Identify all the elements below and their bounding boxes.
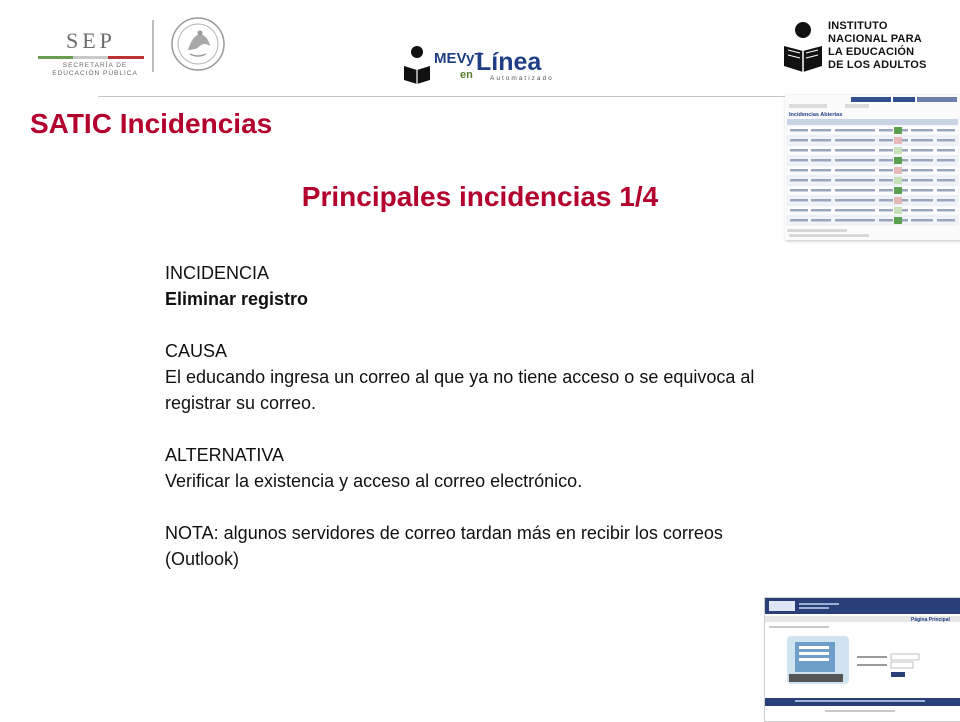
thumb-table-cell <box>937 199 955 202</box>
thumb-table-cell <box>790 189 808 192</box>
thumb-table-cell <box>937 169 955 172</box>
thumb-table-heading: Incidencias Abiertas <box>789 112 843 118</box>
section-title: SATIC Incidencias <box>30 108 273 139</box>
inea-line-4: DE LOS ADULTOS <box>828 59 927 71</box>
thumb-table-cell <box>790 219 808 222</box>
nota-text: NOTA: algunos servidores de correo tardan más en recibir los correos (Outlook) <box>165 523 723 569</box>
mevyt-linea: Línea <box>476 48 542 76</box>
alternativa-label: ALTERNATIVA <box>165 445 285 465</box>
incidencia-label: INCIDENCIA <box>165 263 270 283</box>
thumb-table-cell <box>811 149 831 152</box>
thumb-table-cell <box>911 199 933 202</box>
thumb-table-cell <box>937 209 955 212</box>
mevyt-subtitle: Automatizado <box>490 75 554 82</box>
thumb-table-cell <box>790 159 808 162</box>
thumb-table-status <box>894 127 902 134</box>
thumb-table-cell <box>911 169 933 172</box>
inea-line-3: LA EDUCACIÓN <box>828 46 915 58</box>
thumb-table-cell <box>790 209 808 212</box>
thumb-table-cell <box>811 219 831 222</box>
thumb-table-cell <box>835 159 875 162</box>
sep-logo-line2: EDUCACIÓN PÚBLICA <box>52 70 138 77</box>
thumb-table-cell <box>879 219 893 222</box>
incidencia-value: Eliminar registro <box>165 289 309 309</box>
sep-logo <box>34 24 144 84</box>
thumb-table-cell <box>790 169 808 172</box>
thumb-table-cell <box>937 149 955 152</box>
thumb-table-cell <box>811 129 831 132</box>
thumb-table-cell <box>911 179 933 182</box>
thumb-table-cell <box>911 139 933 142</box>
thumb-table-cell <box>911 209 933 212</box>
thumb-table-cell <box>879 129 893 132</box>
thumb-table-cell <box>911 129 933 132</box>
thumb-table-cell <box>879 189 893 192</box>
header-divider <box>152 20 154 72</box>
thumb-table-cell <box>835 149 875 152</box>
thumb-table-status <box>894 157 902 164</box>
thumb-table-cell <box>790 149 808 152</box>
spacer <box>165 416 775 442</box>
mevyt-en: en <box>460 69 473 81</box>
thumb-table-cell <box>879 159 893 162</box>
thumb-table-status <box>894 217 902 224</box>
thumb-table-cell <box>790 139 808 142</box>
thumb-table-cell <box>811 169 831 172</box>
thumb-table-cell <box>911 189 933 192</box>
causa-label: CAUSA <box>165 341 228 361</box>
incidencias-table-image <box>785 95 960 240</box>
slide-body <box>165 260 775 572</box>
login-page-screenshot <box>764 597 960 722</box>
thumb-table-cell <box>835 169 875 172</box>
thumb-table-cell <box>911 219 933 222</box>
thumb-table-cell <box>811 189 831 192</box>
sep-logo-stripe <box>38 56 144 59</box>
thumb-table-cell <box>835 189 875 192</box>
slide-title: Principales incidencias 1/4 <box>301 181 659 212</box>
thumb-table-cell <box>811 139 831 142</box>
thumb-table-cell <box>879 149 893 152</box>
inea-line-2: NACIONAL PARA <box>828 33 922 45</box>
mevyt-word: MEVyT <box>434 50 484 67</box>
thumb-table-cell <box>879 169 893 172</box>
thumb-table-cell <box>911 159 933 162</box>
incidencias-table-screenshot <box>785 95 960 240</box>
thumb-table-cell <box>879 179 893 182</box>
thumb-table-cell <box>811 179 831 182</box>
thumb-table-cell <box>835 139 875 142</box>
thumb-table-cell <box>835 219 875 222</box>
alternativa-text: Verificar la existencia y acceso al correo electrónico. <box>165 471 583 491</box>
thumb-table-cell <box>937 179 955 182</box>
national-seal-icon <box>170 16 226 72</box>
mevyt-logo <box>402 44 562 88</box>
thumb-table-cell <box>937 219 955 222</box>
thumb-table-cell <box>937 189 955 192</box>
thumb-table-status <box>894 137 902 144</box>
sep-logo-text: SEP <box>66 28 116 53</box>
thumb-table-cell <box>937 159 955 162</box>
thumb-table-status <box>894 167 902 174</box>
thumb-table-cell <box>879 139 893 142</box>
inea-logo <box>782 20 932 80</box>
thumb-table-cell <box>879 199 893 202</box>
thumb-table-cell <box>879 209 893 212</box>
thumb-table-cell <box>937 139 955 142</box>
reader-icon <box>402 44 432 84</box>
thumb-table-status <box>894 147 902 154</box>
thumb-table-cell <box>835 179 875 182</box>
thumb-table-cell <box>790 199 808 202</box>
thumb-table-cell <box>911 149 933 152</box>
thumb-table-status <box>894 187 902 194</box>
thumb-table-cell <box>811 209 831 212</box>
thumb-table-cell <box>811 159 831 162</box>
thumb-login-header: Página Principal <box>911 617 950 623</box>
spacer <box>165 312 775 338</box>
thumb-table-cell <box>835 209 875 212</box>
thumb-table-cell <box>937 129 955 132</box>
causa-text: El educando ingresa un correo al que ya no tiene acceso o se equivoca al registrar su correo. <box>165 367 755 413</box>
inea-reader-icon <box>782 20 824 72</box>
thumb-table-status <box>894 197 902 204</box>
thumb-table-status <box>894 207 902 214</box>
thumb-table-cell <box>835 129 875 132</box>
login-page-image <box>765 598 960 721</box>
sep-logo-line1: SECRETARÍA DE <box>62 62 128 69</box>
thumb-table-cell <box>811 199 831 202</box>
thumb-table-cell <box>790 129 808 132</box>
inea-line-1: INSTITUTO <box>828 20 888 32</box>
thumb-table-cell <box>835 199 875 202</box>
spacer <box>165 494 775 520</box>
thumb-table-status <box>894 177 902 184</box>
thumb-table-cell <box>790 179 808 182</box>
